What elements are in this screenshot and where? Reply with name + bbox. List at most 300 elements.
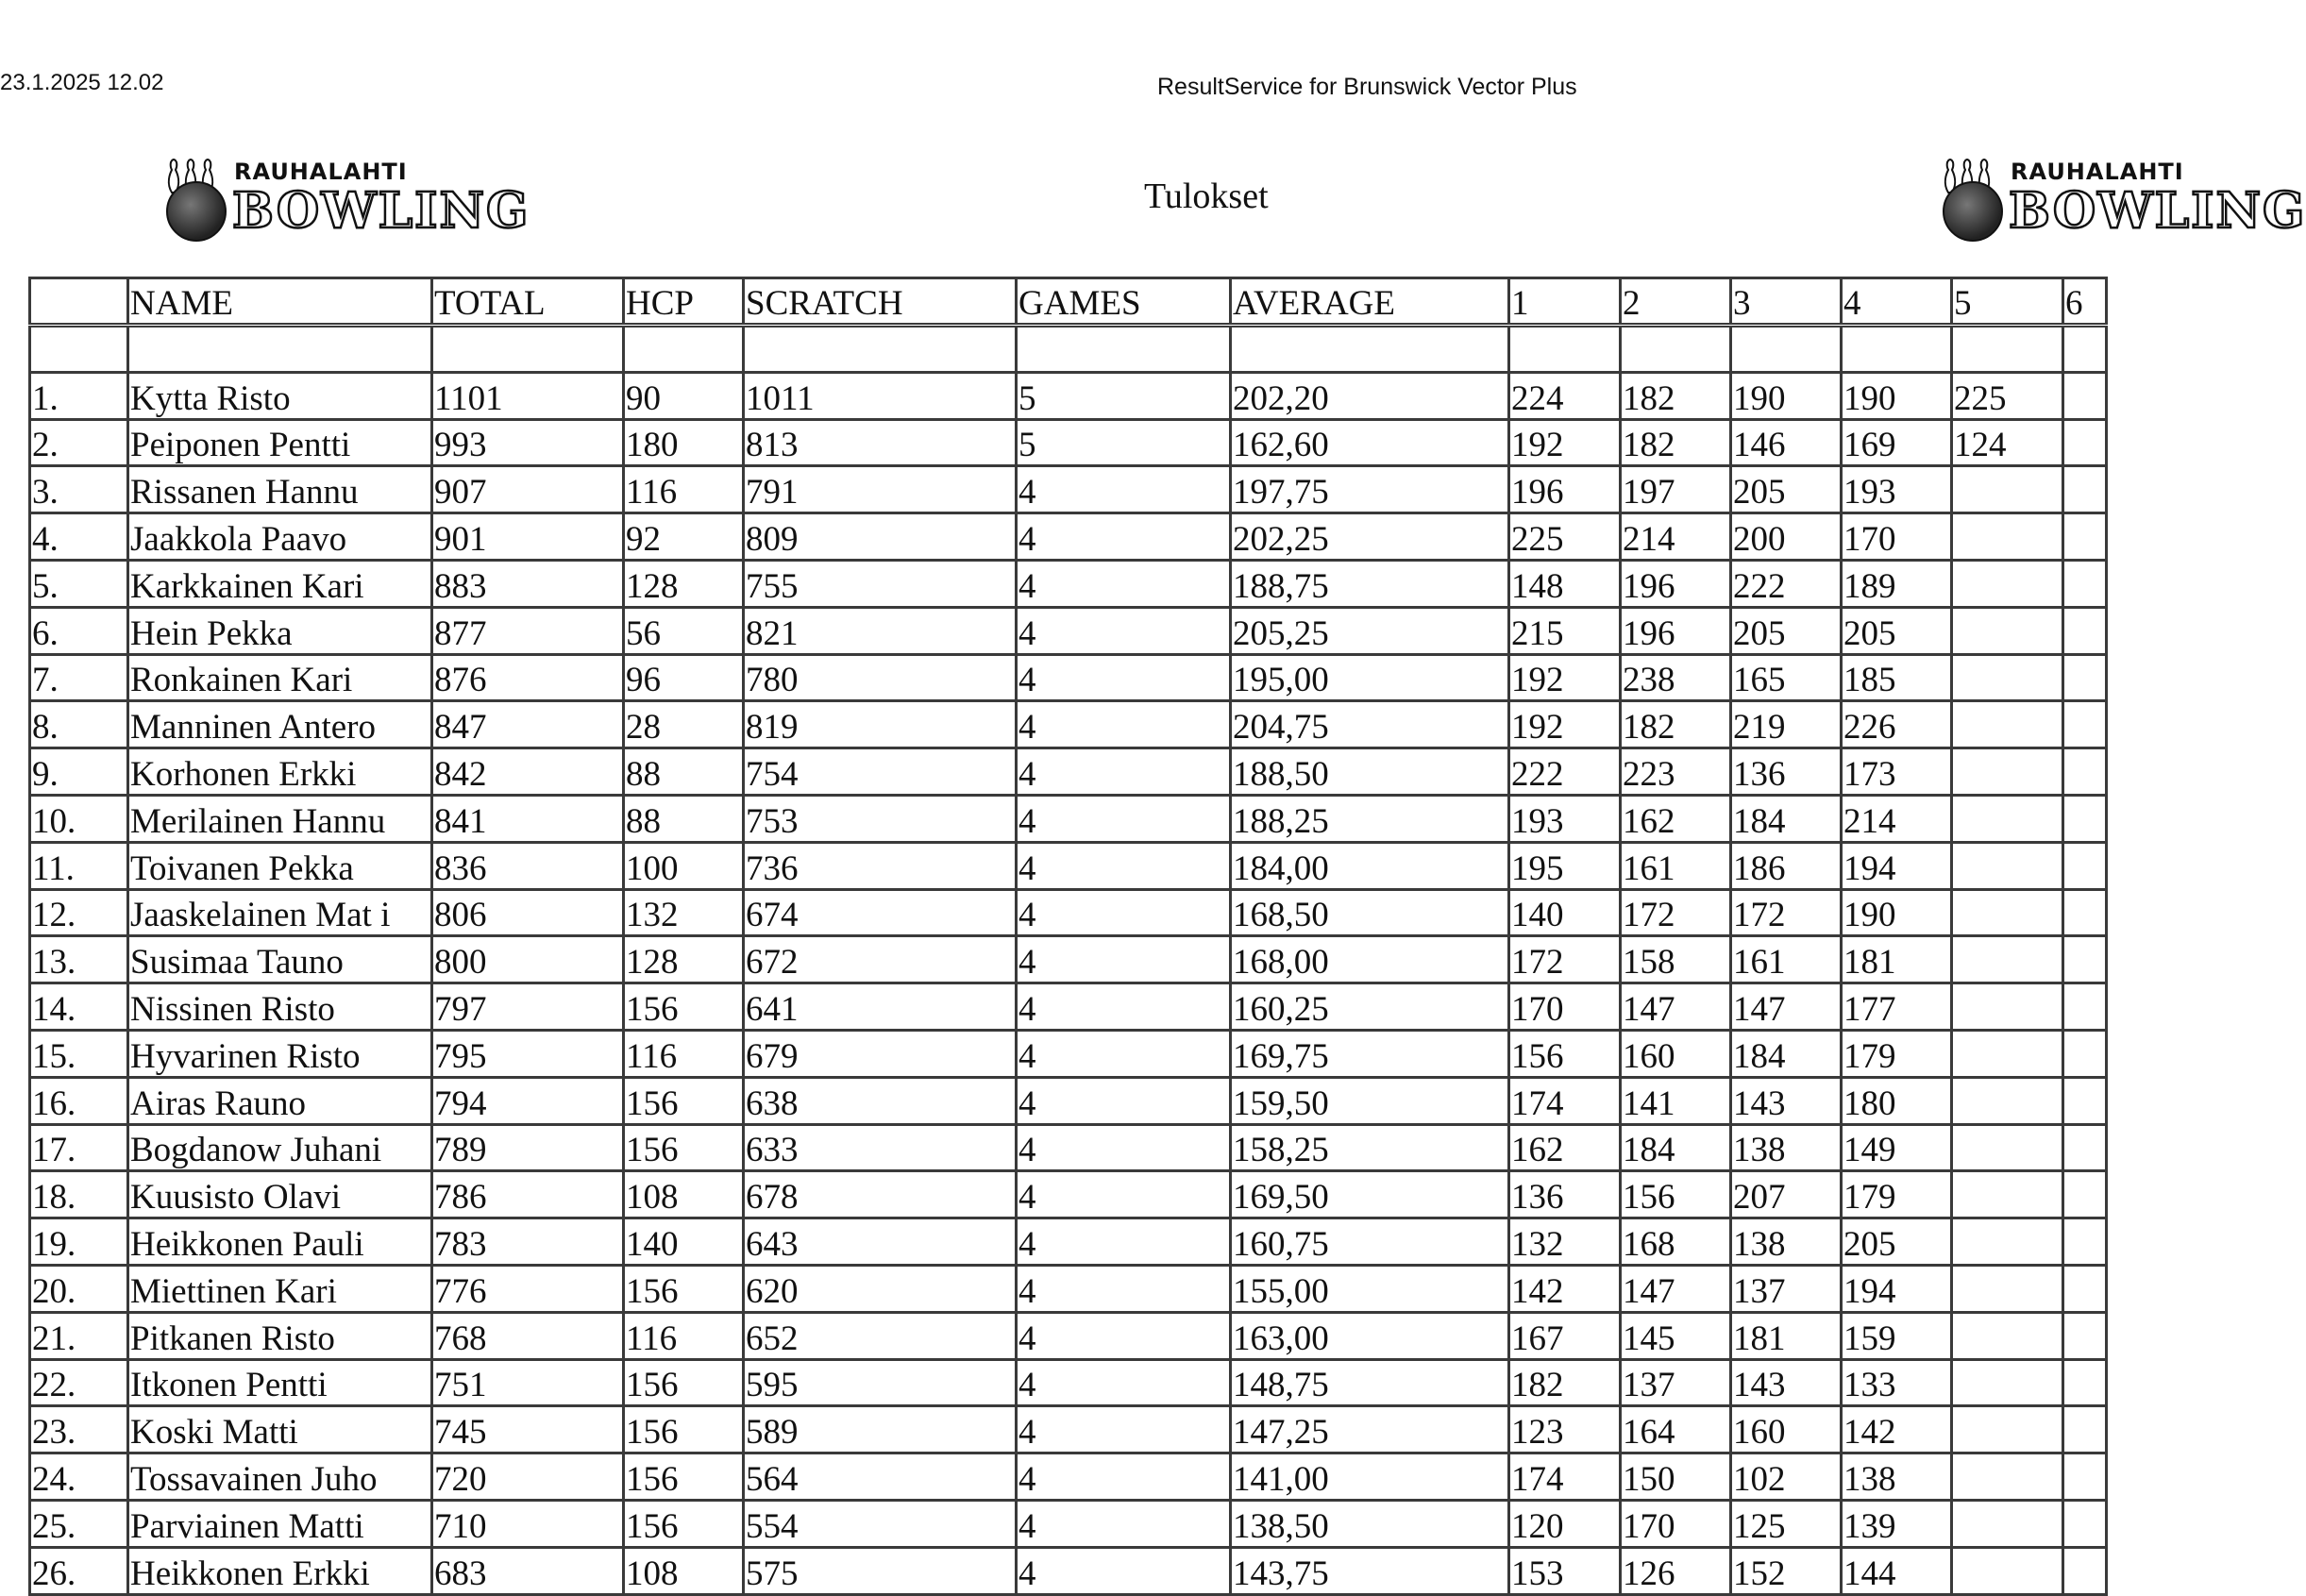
spacer-cell [1731,326,1842,373]
table-row [30,701,2107,748]
scratch-cell: 638 [744,1077,1017,1124]
table-row [30,1218,2107,1266]
rank-cell: 15. [30,1030,128,1077]
games-cell: 4 [1017,889,1231,936]
game1-cell: 182 [1509,1359,1621,1406]
game5-cell [1952,889,2063,936]
game6-cell [2063,889,2107,936]
table-row [30,1453,2107,1501]
table-row [30,654,2107,701]
page-title: Tulokset [1144,176,1269,216]
hcp-cell: 88 [624,795,744,842]
total-cell: 842 [432,748,624,796]
table-row [30,795,2107,842]
rank-cell: 14. [30,983,128,1031]
game4-cell: 194 [1842,842,1952,889]
rank-cell: 18. [30,1171,128,1218]
total-cell: 789 [432,1124,624,1171]
name-cell: Heikkonen Erkki [128,1547,432,1594]
name-cell: Tossavainen Juho [128,1453,432,1501]
game4-cell: 194 [1842,1265,1952,1312]
games-cell: 4 [1017,1453,1231,1501]
game5-cell [1952,1218,2063,1266]
game4-cell: 226 [1842,701,1952,748]
name-cell: Parviainen Matti [128,1500,432,1547]
hcp-cell: 132 [624,889,744,936]
average-cell: 169,50 [1231,1171,1509,1218]
total-header: TOTAL [432,278,624,326]
bowling-ball-icon [166,181,227,242]
game4-cell: 149 [1842,1124,1952,1171]
table-row [30,1077,2107,1124]
games-header: GAMES [1017,278,1231,326]
game3-cell: 138 [1731,1218,1842,1266]
scratch-cell: 564 [744,1453,1017,1501]
hcp-cell: 56 [624,607,744,654]
rank-cell: 21. [30,1312,128,1359]
scratch-cell: 620 [744,1265,1017,1312]
game2-cell: 162 [1621,795,1731,842]
game6-cell [2063,1124,2107,1171]
game6-header: 6 [2063,278,2107,326]
games-cell: 4 [1017,1406,1231,1453]
rank-cell: 9. [30,748,128,796]
spacer-cell [128,326,432,373]
name-cell: Itkonen Pentti [128,1359,432,1406]
game2-cell: 172 [1621,889,1731,936]
game5-cell [1952,513,2063,561]
game6-cell [2063,1406,2107,1453]
table-row [30,1265,2107,1312]
scratch-cell: 754 [744,748,1017,796]
logo-line1: RAUHALAHTI [2011,159,2184,185]
name-cell: Jaaskelainen Mat i [128,889,432,936]
average-cell: 205,25 [1231,607,1509,654]
game1-cell: 142 [1509,1265,1621,1312]
spacer-cell [30,326,128,373]
spacer-cell [744,326,1017,373]
games-cell: 4 [1017,1547,1231,1594]
rank-cell: 2. [30,419,128,466]
table-row [30,1547,2107,1594]
logo-line2: BOWLING [2009,182,2306,240]
print-datetime: 23.1.2025 12.02 [0,70,164,95]
game6-cell [2063,936,2107,983]
game6-cell [2063,795,2107,842]
game3-cell: 181 [1731,1312,1842,1359]
spacer-cell [1842,326,1952,373]
rank-cell: 1. [30,372,128,419]
game3-cell: 205 [1731,466,1842,513]
game3-cell: 102 [1731,1453,1842,1501]
hcp-cell: 140 [624,1218,744,1266]
games-cell: 4 [1017,1265,1231,1312]
table-row [30,983,2107,1031]
game1-cell: 174 [1509,1453,1621,1501]
name-cell: Manninen Antero [128,701,432,748]
games-cell: 4 [1017,513,1231,561]
game6-cell [2063,1265,2107,1312]
name-cell: Heikkonen Pauli [128,1218,432,1266]
game1-cell: 193 [1509,795,1621,842]
game5-cell [1952,701,2063,748]
game2-cell: 145 [1621,1312,1731,1359]
name-cell: Hein Pekka [128,607,432,654]
total-cell: 776 [432,1265,624,1312]
game3-cell: 190 [1731,372,1842,419]
total-cell: 907 [432,466,624,513]
total-cell: 841 [432,795,624,842]
name-cell: Nissinen Risto [128,983,432,1031]
game1-header: 1 [1509,278,1621,326]
game4-cell: 133 [1842,1359,1952,1406]
game5-cell [1952,1547,2063,1594]
game1-cell: 153 [1509,1547,1621,1594]
game4-cell: 214 [1842,795,1952,842]
rank-cell: 26. [30,1547,128,1594]
game4-cell: 144 [1842,1547,1952,1594]
game6-cell [2063,1312,2107,1359]
name-cell: Airas Rauno [128,1077,432,1124]
scratch-cell: 672 [744,936,1017,983]
name-cell: Koski Matti [128,1406,432,1453]
scratch-cell: 813 [744,419,1017,466]
total-cell: 1101 [432,372,624,419]
average-header: AVERAGE [1231,278,1509,326]
total-cell: 806 [432,889,624,936]
scratch-cell: 679 [744,1030,1017,1077]
header-spacer [30,326,2107,373]
hcp-cell: 108 [624,1171,744,1218]
scratch-cell: 575 [744,1547,1017,1594]
scratch-cell: 643 [744,1218,1017,1266]
rauhalahti-bowling-logo [159,153,530,247]
game4-cell: 142 [1842,1406,1952,1453]
game3-cell: 207 [1731,1171,1842,1218]
games-cell: 4 [1017,1124,1231,1171]
name-cell: Peiponen Pentti [128,419,432,466]
rauhalahti-bowling-logo-right [1935,153,2306,247]
hcp-cell: 108 [624,1547,744,1594]
scratch-cell: 780 [744,654,1017,701]
results-table-container [28,277,2083,1593]
scratch-cell: 641 [744,983,1017,1031]
game6-cell [2063,466,2107,513]
rank-cell: 16. [30,1077,128,1124]
game2-cell: 164 [1621,1406,1731,1453]
hcp-cell: 156 [624,1406,744,1453]
rank-cell: 5. [30,560,128,607]
rank-cell: 20. [30,1265,128,1312]
results-table [28,277,2108,1596]
game5-cell [1952,795,2063,842]
game5-cell [1952,1030,2063,1077]
scratch-cell: 791 [744,466,1017,513]
game4-cell: 205 [1842,607,1952,654]
game1-cell: 192 [1509,701,1621,748]
table-row [30,1500,2107,1547]
games-cell: 4 [1017,560,1231,607]
game6-cell [2063,701,2107,748]
average-cell: 148,75 [1231,1359,1509,1406]
game5-cell [1952,1265,2063,1312]
game4-cell: 193 [1842,466,1952,513]
game2-cell: 214 [1621,513,1731,561]
name-cell: Karkkainen Kari [128,560,432,607]
game1-cell: 224 [1509,372,1621,419]
rank-cell: 6. [30,607,128,654]
game2-header: 2 [1621,278,1731,326]
scratch-cell: 678 [744,1171,1017,1218]
table-header-row [30,278,2107,326]
games-cell: 4 [1017,936,1231,983]
scratch-header: SCRATCH [744,278,1017,326]
game6-cell [2063,560,2107,607]
scratch-cell: 595 [744,1359,1017,1406]
average-cell: 202,25 [1231,513,1509,561]
game5-cell [1952,1077,2063,1124]
name-cell: Merilainen Hannu [128,795,432,842]
table-row [30,466,2107,513]
game1-cell: 192 [1509,654,1621,701]
game2-cell: 156 [1621,1171,1731,1218]
game6-cell [2063,842,2107,889]
scratch-cell: 652 [744,1312,1017,1359]
hcp-cell: 116 [624,466,744,513]
games-cell: 4 [1017,842,1231,889]
total-cell: 786 [432,1171,624,1218]
hcp-cell: 156 [624,1500,744,1547]
game2-cell: 150 [1621,1453,1731,1501]
bowling-ball-icon [1943,181,2003,242]
game4-header: 4 [1842,278,1952,326]
game1-cell: 172 [1509,936,1621,983]
average-cell: 138,50 [1231,1500,1509,1547]
rank-cell: 8. [30,701,128,748]
game2-cell: 196 [1621,607,1731,654]
game3-cell: 219 [1731,701,1842,748]
game1-cell: 140 [1509,889,1621,936]
game5-cell [1952,1312,2063,1359]
total-cell: 795 [432,1030,624,1077]
scratch-cell: 809 [744,513,1017,561]
name-cell: Korhonen Erkki [128,748,432,796]
hcp-cell: 90 [624,372,744,419]
game6-cell [2063,372,2107,419]
scratch-cell: 589 [744,1406,1017,1453]
game2-cell: 182 [1621,372,1731,419]
table-row [30,372,2107,419]
game1-cell: 225 [1509,513,1621,561]
table-row [30,748,2107,796]
games-cell: 4 [1017,1171,1231,1218]
game6-cell [2063,1077,2107,1124]
game2-cell: 223 [1621,748,1731,796]
game1-cell: 170 [1509,983,1621,1031]
name-cell: Susimaa Tauno [128,936,432,983]
rank-cell: 4. [30,513,128,561]
name-cell: Ronkainen Kari [128,654,432,701]
game5-cell [1952,1453,2063,1501]
name-cell: Kuusisto Olavi [128,1171,432,1218]
scratch-cell: 554 [744,1500,1017,1547]
game2-cell: 147 [1621,983,1731,1031]
spacer-cell [2063,326,2107,373]
game2-cell: 147 [1621,1265,1731,1312]
game3-cell: 205 [1731,607,1842,654]
game6-cell [2063,419,2107,466]
name-cell: Rissanen Hannu [128,466,432,513]
game5-cell [1952,560,2063,607]
average-cell: 188,25 [1231,795,1509,842]
rank-cell: 10. [30,795,128,842]
spacer-cell [1017,326,1231,373]
game6-cell [2063,513,2107,561]
game3-header: 3 [1731,278,1842,326]
total-cell: 901 [432,513,624,561]
total-cell: 877 [432,607,624,654]
game2-cell: 196 [1621,560,1731,607]
game5-cell [1952,842,2063,889]
games-cell: 4 [1017,1312,1231,1359]
game1-cell: 120 [1509,1500,1621,1547]
game5-cell [1952,936,2063,983]
game3-cell: 147 [1731,983,1842,1031]
total-cell: 876 [432,654,624,701]
game3-cell: 137 [1731,1265,1842,1312]
game5-cell [1952,466,2063,513]
game2-cell: 141 [1621,1077,1731,1124]
total-cell: 710 [432,1500,624,1547]
hcp-cell: 156 [624,1077,744,1124]
average-cell: 168,00 [1231,936,1509,983]
table-row [30,419,2107,466]
table-row [30,607,2107,654]
game1-cell: 196 [1509,466,1621,513]
name-cell: Pitkanen Risto [128,1312,432,1359]
average-cell: 197,75 [1231,466,1509,513]
name-cell: Hyvarinen Risto [128,1030,432,1077]
game5-cell [1952,1359,2063,1406]
name-cell: Miettinen Kari [128,1265,432,1312]
hcp-cell: 156 [624,1265,744,1312]
game2-cell: 184 [1621,1124,1731,1171]
games-cell: 4 [1017,1077,1231,1124]
game2-cell: 182 [1621,419,1731,466]
total-cell: 993 [432,419,624,466]
game4-cell: 185 [1842,654,1952,701]
game4-cell: 190 [1842,889,1952,936]
rank-header [30,278,128,326]
games-cell: 5 [1017,372,1231,419]
game5-cell [1952,983,2063,1031]
hcp-cell: 156 [624,1124,744,1171]
game5-cell [1952,1171,2063,1218]
game5-cell: 225 [1952,372,2063,419]
table-row [30,560,2107,607]
total-cell: 768 [432,1312,624,1359]
name-cell: Jaakkola Paavo [128,513,432,561]
game2-cell: 238 [1621,654,1731,701]
hcp-cell: 156 [624,1359,744,1406]
game4-cell: 138 [1842,1453,1952,1501]
average-cell: 160,25 [1231,983,1509,1031]
game2-cell: 126 [1621,1547,1731,1594]
average-cell: 162,60 [1231,419,1509,466]
hcp-cell: 180 [624,419,744,466]
game4-cell: 139 [1842,1500,1952,1547]
game1-cell: 148 [1509,560,1621,607]
game6-cell [2063,1500,2107,1547]
total-cell: 836 [432,842,624,889]
name-header: NAME [128,278,432,326]
logo-line1: RAUHALAHTI [234,159,408,185]
game3-cell: 146 [1731,419,1842,466]
table-row [30,842,2107,889]
game6-cell [2063,748,2107,796]
game2-cell: 158 [1621,936,1731,983]
hcp-cell: 128 [624,560,744,607]
games-cell: 4 [1017,701,1231,748]
rank-cell: 17. [30,1124,128,1171]
hcp-cell: 88 [624,748,744,796]
scratch-cell: 821 [744,607,1017,654]
hcp-cell: 156 [624,983,744,1031]
game5-cell [1952,1406,2063,1453]
table-row [30,1124,2107,1171]
games-cell: 4 [1017,795,1231,842]
scratch-cell: 753 [744,795,1017,842]
total-cell: 683 [432,1547,624,1594]
game3-cell: 184 [1731,795,1842,842]
game3-cell: 161 [1731,936,1842,983]
total-cell: 745 [432,1406,624,1453]
scratch-cell: 1011 [744,372,1017,419]
average-cell: 160,75 [1231,1218,1509,1266]
hcp-cell: 116 [624,1312,744,1359]
game1-cell: 156 [1509,1030,1621,1077]
scratch-cell: 819 [744,701,1017,748]
game3-cell: 138 [1731,1124,1842,1171]
name-cell: Kytta Risto [128,372,432,419]
games-cell: 4 [1017,654,1231,701]
game4-cell: 189 [1842,560,1952,607]
hcp-cell: 96 [624,654,744,701]
rank-cell: 22. [30,1359,128,1406]
hcp-cell: 128 [624,936,744,983]
spacer-cell [1621,326,1731,373]
game3-cell: 143 [1731,1077,1842,1124]
game3-cell: 184 [1731,1030,1842,1077]
game5-header: 5 [1952,278,2063,326]
table-row [30,513,2107,561]
name-cell: Toivanen Pekka [128,842,432,889]
games-cell: 4 [1017,1030,1231,1077]
games-cell: 4 [1017,607,1231,654]
game3-cell: 222 [1731,560,1842,607]
game3-cell: 152 [1731,1547,1842,1594]
scratch-cell: 755 [744,560,1017,607]
total-cell: 883 [432,560,624,607]
game1-cell: 167 [1509,1312,1621,1359]
hcp-cell: 116 [624,1030,744,1077]
rank-cell: 24. [30,1453,128,1501]
rank-cell: 11. [30,842,128,889]
total-cell: 751 [432,1359,624,1406]
game3-cell: 200 [1731,513,1842,561]
rank-cell: 7. [30,654,128,701]
game4-cell: 169 [1842,419,1952,466]
